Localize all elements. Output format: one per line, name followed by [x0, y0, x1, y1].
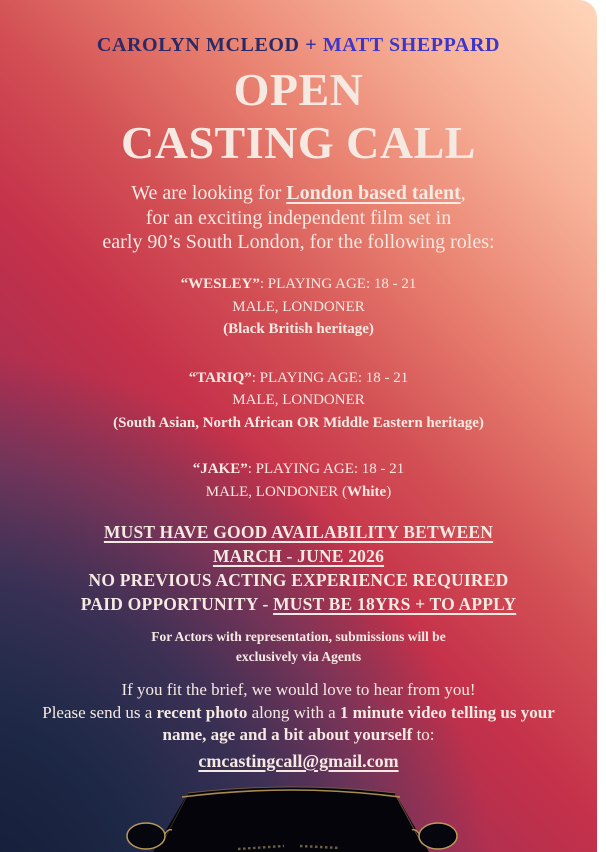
availability-requirements	[0, 521, 597, 616]
availability-line-1: MUST HAVE GOOD AVAILABILITY BETWEEN	[103, 522, 494, 543]
agents-note-line-2: exclusively via Agents	[235, 648, 362, 664]
london-based-talent-underline: London based talent	[286, 181, 461, 204]
role-jake-heritage: White	[347, 483, 387, 500]
role-wesley-demographic: MALE, LONDONER	[232, 298, 365, 315]
intro-paragraph	[0, 181, 597, 255]
paid-opportunity-line	[0, 593, 597, 617]
role-jake-demographic-post: )	[386, 483, 392, 500]
role-tariq	[0, 367, 597, 435]
role-tariq-age: : PLAYING AGE: 18 - 21	[251, 369, 409, 386]
role-jake-demographic-pre: MALE, LONDONER (	[205, 483, 348, 500]
role-wesley-heritage: (Black British heritage)	[223, 321, 374, 338]
paid-opportunity-pre: PAID OPPORTUNITY -	[80, 593, 274, 614]
intro-line-2: for an exciting independent film set in	[145, 206, 452, 229]
no-experience-line: NO PREVIOUS ACTING EXPERIENCE REQUIRED	[88, 569, 509, 590]
video-instructions-bold: 1 minute video telling us your name, age and a bit about yourself	[162, 702, 555, 745]
filmmaker-names	[0, 34, 597, 57]
contact-email: cmcastingcall@gmail.com	[198, 750, 399, 771]
intro-line-1-post: ,	[460, 181, 466, 204]
role-tariq-heritage: (South Asian, North African OR Middle Eastern heritage)	[113, 414, 484, 431]
name-carolyn-mcleod: CAROLYN MCLEOD	[96, 34, 300, 56]
role-jake-demographic	[0, 481, 597, 504]
intro-line-3: early 90’s South London, for the following roles:	[102, 231, 495, 254]
role-tariq-name: “TARIQ”	[188, 369, 252, 386]
title-line-open: OPEN	[233, 64, 364, 115]
plus-separator: +	[299, 34, 323, 56]
role-wesley-age: : PLAYING AGE: 18 - 21	[259, 276, 417, 293]
title-line-casting-call: CASTING CALL	[121, 117, 476, 169]
role-jake-age: : PLAYING AGE: 18 - 21	[247, 461, 405, 478]
role-wesley-headline	[0, 273, 597, 296]
contact-section	[0, 679, 597, 773]
intro-line-1	[0, 181, 597, 206]
agents-note	[0, 627, 597, 666]
role-jake-headline	[0, 458, 597, 481]
role-wesley-name: “WESLEY”	[180, 276, 260, 293]
role-jake-name: “JAKE”	[192, 461, 248, 478]
intro-line-1-pre: We are looking for	[131, 181, 287, 204]
contact-instructions	[21, 702, 577, 747]
recent-photo-bold: recent photo	[156, 702, 248, 722]
contact-line-1: If you fit the brief, we would love to hear from you!	[121, 680, 476, 700]
role-wesley	[0, 273, 597, 341]
must-be-18-underline: MUST BE 18YRS + TO APPLY	[273, 593, 517, 614]
car-front-silhouette-icon	[126, 780, 458, 852]
role-tariq-headline	[0, 367, 597, 390]
contact-instructions-mid: along with a	[247, 702, 340, 722]
contact-email-line	[0, 750, 597, 774]
role-tariq-demographic: MALE, LONDONER	[232, 392, 365, 409]
agents-note-line-1: For Actors with representation, submissions will be	[151, 629, 446, 645]
name-matt-sheppard: MATT SHEPPARD	[322, 34, 501, 56]
contact-instructions-pre: Please send us a	[42, 702, 157, 722]
contact-instructions-post: to:	[412, 725, 435, 745]
role-jake	[0, 458, 597, 503]
page-title	[0, 63, 597, 170]
availability-dates: MARCH - JUNE 2026	[212, 545, 385, 566]
